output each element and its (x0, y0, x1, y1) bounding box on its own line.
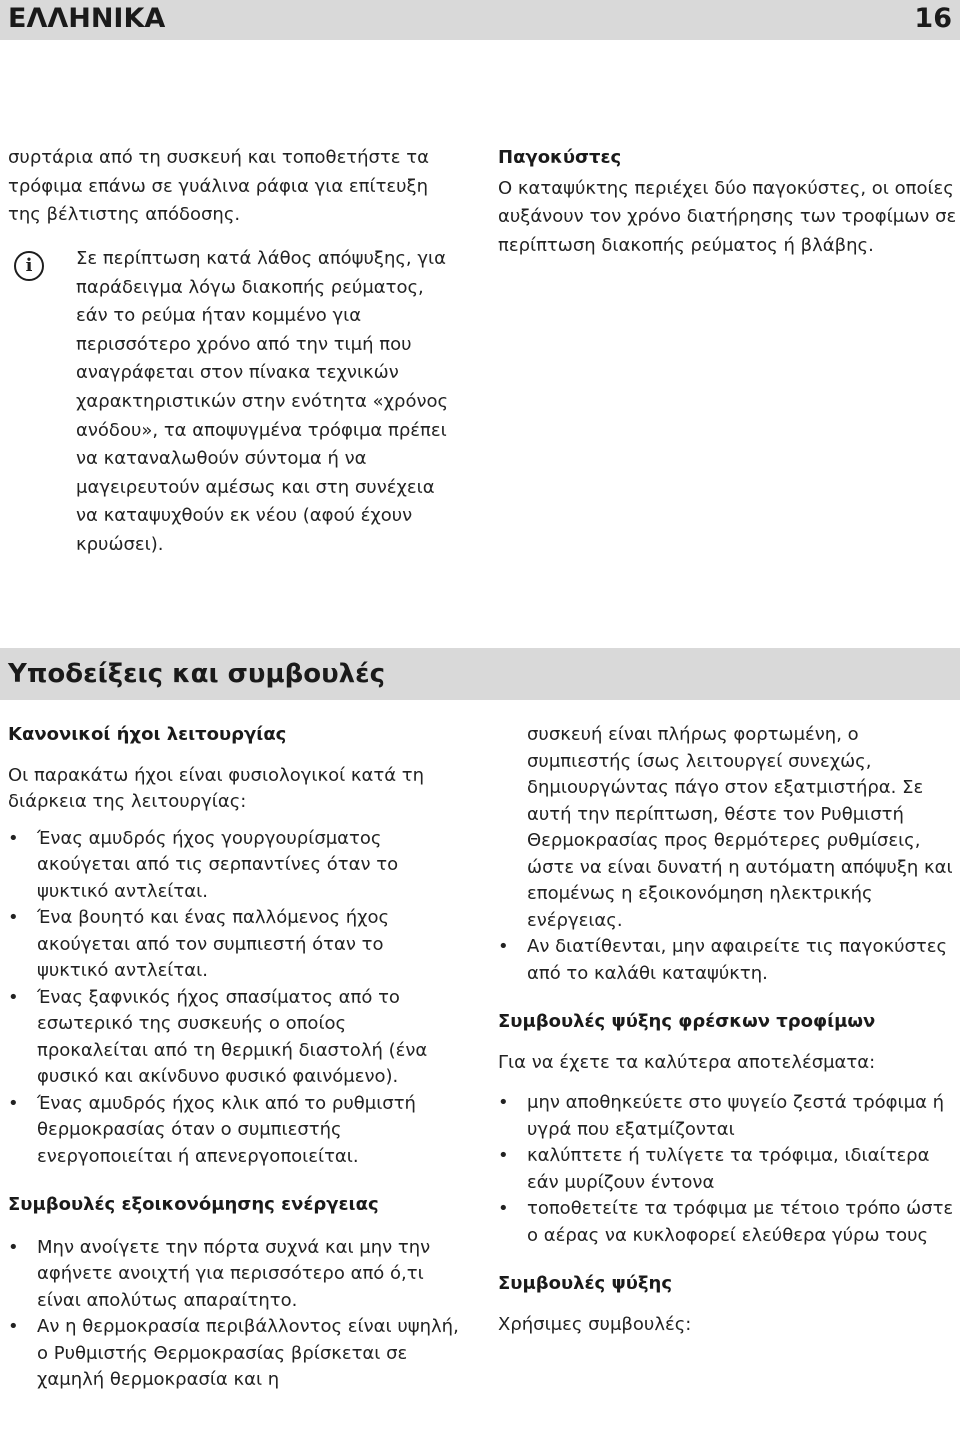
page-header (0, 0, 960, 40)
list-item: • Ένας ξαφνικός ήχος σπασίματος από το εσωτερικό της συσκευής ο οποίος προκαλείται από τη θερμική διαστολή (ένα φυσικό και ακίνδυνο φυσικό φαινόμενο). (8, 985, 460, 1091)
list-item: • Ένα βουητό και ένας παλλόμενος ήχος ακούγεται από τον συμπιεστή όταν το ψυκτικό αντλείται. (8, 905, 460, 985)
cooling-intro: Χρήσιμες συμβουλές: (498, 1313, 692, 1335)
ice-packs-text: Ο καταψύκτης περιέχει δύο παγοκύστες, οι οποίες αυξάνουν τον χρόνο διατήρησης των τροφίμων σε περίπτωση διακοπής ρεύματος ή βλάβης. (498, 177, 957, 256)
list-item: • Μην ανοίγετε την πόρτα συχνά και μην την αφήνετε ανοιχτή για περισσότερο από ό,τι είναι απολύτως απαραίτητο. (8, 1235, 460, 1315)
bottom-right-column (498, 722, 956, 1338)
normal-sounds-heading: Κανονικοί ήχοι λειτουργίας (8, 724, 287, 745)
energy-saving-list (8, 1235, 460, 1394)
section-header (0, 648, 960, 700)
language-label: ΕΛΛΗΝΙΚΑ (8, 3, 166, 34)
normal-sounds-intro: Οι παρακάτω ήχοι είναι φυσιολογικοί κατά τη διάρκεια της λειτουργίας: (8, 764, 425, 812)
list-item: • Ένας αμυδρός ήχος γουργουρίσματος ακούγεται από τις σερπαντίνες όταν το ψυκτικό αντλείται. (8, 826, 460, 906)
list-item: • μην αποθηκεύετε στο ψυγείο ζεστά τρόφιμα ή υγρά που εξατμίζονται (498, 1090, 956, 1143)
info-icon: i (14, 251, 44, 281)
cooling-heading: Συμβουλές ψύξης (498, 1273, 673, 1294)
fresh-food-list (498, 1090, 956, 1249)
list-item: • Αν η θερμοκρασία περιβάλλοντος είναι υψηλή, ο Ρυθμιστής Θερμοκρασίας βρίσκεται σε χαμηλή θερμοκρασία και η (8, 1314, 460, 1394)
intro-paragraph: συρτάρια από τη συσκευή και τοποθετήστε τα τρόφιμα επάνω σε γυάλινα ράφια για επίτευξη της βέλτιστης απόδοσης. (8, 147, 429, 225)
normal-sounds-list (8, 826, 460, 1171)
list-item: • καλύπτετε ή τυλίγετε τα τρόφιμα, ιδιαίτερα εάν μυρίζουν έντονα (498, 1143, 956, 1196)
continued-list (498, 934, 956, 987)
fresh-food-heading: Συμβουλές ψύξης φρέσκων τροφίμων (498, 1011, 876, 1032)
top-right-column (498, 144, 958, 260)
page-number: 16 (914, 3, 952, 34)
list-item: • τοποθετείτε τα τρόφιμα με τέτοιο τρόπο ώστε ο αέρας να κυκλοφορεί ελεύθερα γύρω τους (498, 1196, 956, 1249)
bottom-left-column (8, 722, 460, 1394)
list-item: • Ένας αμυδρός ήχος κλικ από το ρυθμιστή θερμοκρασίας όταν ο συμπιεστής ενεργοποιείται ή απενεργοποιείται. (8, 1091, 460, 1171)
info-note-text: Σε περίπτωση κατά λάθος απόψυξης, για παράδειγμα λόγω διακοπής ρεύματος, εάν το ρεύμα ήταν κομμένο για περισσότερο χρόνο από την τιμή που αναγράφεται στον πίνακα τεχνικών χαρακτηριστικών στην ενότητα «χρόνος ανόδου», τα αποψυγμένα τρόφιμα πρέπει να καταναλωθούν σύντομα ή να μαγειρευτούν αμέσως και στη συνέχεια να καταψυχθούν εκ νέου (αφού έχουν κρυώσει). (76, 248, 449, 555)
continued-paragraph: συσκευή είναι πλήρως φορτωμένη, ο συμπιεστής ίσως λειτουργεί συνεχώς, δημιουργώντας πάγο στον εξατμιστήρα. Σε αυτή την περίπτωση, θέστε τον Ρυθμιστή Θερμοκρασίας προς θερμότερες ρυθμίσεις, ώστε να είναι δυνατή η αυτόματη απόψυξη και επομένως η εξοικονόμηση ηλεκτρικής ενέργειας. (527, 724, 953, 931)
fresh-food-intro: Για να έχετε τα καλύτερα αποτελέσματα: (498, 1051, 876, 1073)
energy-saving-heading: Συμβουλές εξοικονόμησης ενέργειας (8, 1194, 379, 1215)
section-title: Υποδείξεις και συμβουλές (8, 659, 385, 689)
ice-packs-heading: Παγοκύστες (498, 147, 622, 168)
list-item: • Αν διατίθενται, μην αφαιρείτε τις παγοκύστες από το καλάθι καταψύκτη. (498, 934, 956, 987)
top-left-column (8, 144, 448, 230)
